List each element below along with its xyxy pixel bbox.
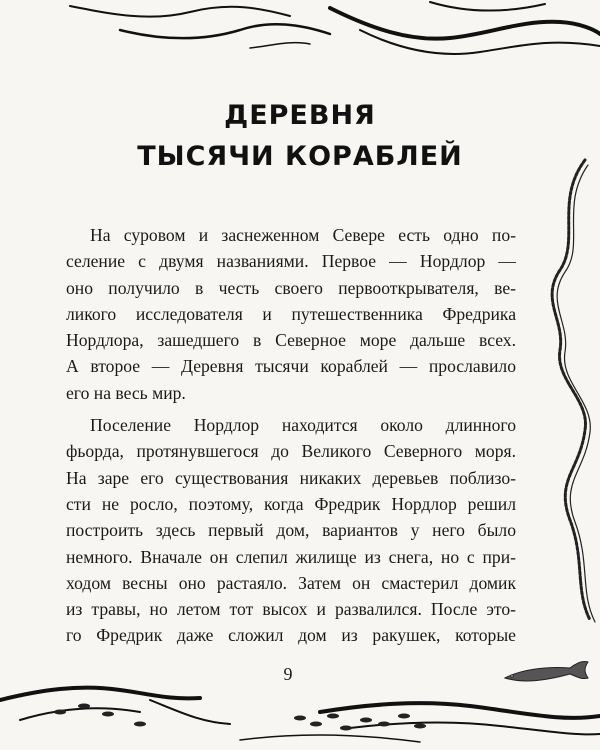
text-line: фьорда, протянувшегося до Великого Северного моря.	[66, 441, 516, 462]
text-line: На суровом и заснеженном Севере есть одно по-	[90, 225, 516, 245]
top-wave-decoration	[70, 2, 600, 54]
page-number: 9	[283, 664, 293, 684]
text-line: сти не росло, поэтому, когда Фредрик Нордлор решил	[66, 493, 516, 514]
right-rope-decoration	[552, 160, 595, 622]
chapter-body-text	[66, 222, 516, 649]
paragraph-1	[66, 222, 516, 406]
text-line: На заре его существования никаких деревьев поблизо-	[66, 467, 516, 488]
text-line: ликого исследователя и путешественника Фредрика	[66, 303, 516, 324]
small-fish-school	[54, 704, 426, 731]
text-line: оно получило в честь своего первооткрывателя, ве-	[66, 277, 516, 298]
text-line: ходом весны оно растаяло. Затем он смастерил домик	[66, 572, 516, 593]
paragraph-2	[66, 412, 516, 649]
text-line: немного. Вначале он слепил жилище из снега, но с при-	[66, 546, 516, 567]
text-line: селение с двумя названиями. Первое — Нордлор —	[66, 251, 516, 272]
fish-drawing	[505, 661, 588, 681]
text-line: построить здесь первый дом, вариантов у него было	[66, 520, 516, 541]
chapter-title-line-2: ТЫСЯЧИ КОРАБЛЕЙ	[137, 141, 463, 172]
text-line: из травы, но летом тот высох и развалился. После это-	[66, 599, 516, 620]
text-line: его на весь мир.	[66, 382, 186, 403]
text-line: А второе — Деревня тысячи кораблей — прославило	[66, 356, 516, 377]
bottom-wave-decoration	[0, 688, 600, 742]
text-line: го Фредрик даже сложил дом из ракушек, которые	[66, 625, 516, 646]
chapter-title-line-1: ДЕРЕВНЯ	[224, 100, 376, 131]
text-line: Поселение Нордлор находится около длинного	[90, 415, 516, 436]
text-line: Нордлора, зашедшего в Северное море дальше всех.	[66, 330, 516, 351]
